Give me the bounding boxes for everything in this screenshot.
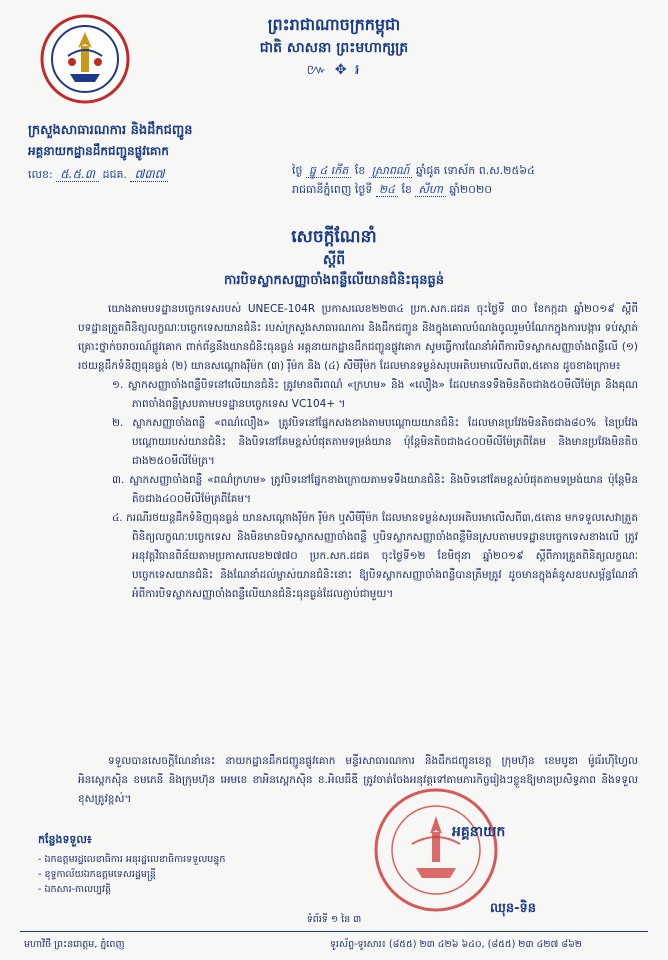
ref-number: ៥.៥.៣ — [56, 167, 99, 182]
lunar-prefix: ថ្ងៃ — [292, 164, 303, 177]
list-item: ៣. ស្លាកសញ្ញាចាំងពន្លឺ «ពណ៌ក្រហម» ត្រូវបិទនៅផ្នែកខាងក្រោយតាមទទឹងយានជំនិះ និងបិទនៅគែមខ្ពស់បំផុតតាមទម្រង់យាន ប៉ុន្តែមិនតិចជាង៤០០មីលីម៉ែត្រពីគែម។ — [112, 474, 638, 505]
list-item: - ឯកសារ-កាលប្បវត្តិ — [38, 884, 112, 895]
solar-day: ២៤ — [376, 183, 398, 197]
document-body — [78, 300, 638, 604]
page-number: ទំព័រទី ១ នៃ ៣ — [306, 914, 362, 925]
reference-number — [28, 166, 168, 184]
solar-year: ឆ្នាំ២០២០ — [449, 183, 493, 196]
signatory-title: អគ្គនាយក — [452, 824, 506, 840]
lunar-day: ធ្នូ ៤ កើត — [306, 164, 351, 178]
footer-address: មហាវិថី ព្រះនរោត្តម, ភ្នំពេញ — [24, 939, 125, 950]
footer-divider — [20, 931, 648, 932]
solar-month-label: ខែ — [401, 183, 412, 196]
closing-paragraph: ទទួលបានសេចក្តីណែនាំនេះ នាយកដ្ឋានដឹកជញ្ជូនផ្លូវគោក មន្ទីរសាធារណការ និងដឹកជញ្ជូនខេត្ត ក្រុមហ៊ុន ខេមបូឌា ម៉ូធ័រហ៊ីហ្វៃល អិនស្ពេកស៊ិន ខមភេនី និងក្រុមហ៊ុន អេមខេ ខាអិនស្ពេកស៊ិន ខ.អិលធីឌី ត្រូវចាត់ចែងអនុវត្តទៅតាមភារកិច្ចរៀងៗខ្លួនឱ្យមានប្រសិទ្ធភាព និងទទួលខុសត្រូវខ្ពស់។ — [78, 755, 638, 805]
list-item: ១. ស្លាកសញ្ញាចាំងពន្លឺបិទនៅលើយានជំនិះ ត្រូវមានពីរពណ៌ «ក្រហម» និង «លឿង» ដែលមានទទឹងមិនតិចជាង៥០មីលីម៉ែត្រ និងគុណភាពចាំងពន្លឺស្របតាមបទដ្ឋានបច្ចេកទេស VC104+ ។ — [112, 379, 638, 410]
footer-phone: ទូរស័ព្ទ-ទូរសារ៖ (៨៥៥) ២៣ ៤២៦ ៦៤០, (៨៥៥) ២៣ ៤២៧ ៨៦២ — [330, 939, 582, 950]
ref-code: ៧៣៧ — [130, 167, 168, 182]
list-item: - ខុទ្ទកាល័យឯកឧត្តមទេសរដ្ឋមន្ត្រី — [38, 869, 156, 880]
ref-label: លេខ: — [28, 168, 53, 181]
lunar-month-label: ខែ — [354, 164, 366, 177]
kingdom-heading: ព្រះរាជាណាចក្រកម្ពុជា — [267, 15, 401, 34]
department-name: អគ្គនាយកដ្ឋានដឹកជញ្ជូនផ្លូវគោក — [28, 144, 169, 158]
lunar-year: ឆ្នាំជូត ទោស័ក ព.ស.២៥៦៤ — [415, 164, 535, 177]
recipients-title: កន្លែងទទួល៖ — [38, 833, 92, 846]
document-re: ស្តីពី — [322, 252, 346, 268]
solar-date — [292, 183, 492, 199]
list-item: ៤. ករណីរថយន្តដឹកទំនិញធុនធ្ងន់ យានសណ្តោងរ៉ឺម៉ក រ៉ឺម៉ក ឬសីមីរ៉ឺម៉ក ដែលមានទម្ងន់សរុបអតិបរមាលើសពី៣,៥តោន មកទទួលសេវាត្រួតពិនិត្យលក្ខណៈបច្ចេកទេស និងមិនមានបិទស្លាកសញ្ញាចាំងពន្លឺ ឬបិទស្លាកសញ្ញាចាំងពន្លឺមិនស្របតាមបទដ្ឋានបច្ចេកទេសខាងលើ ត្រូវអនុវត្តវិធានពិន័យតាមប្រកាសលេខ២៧៧០ ប្រក.សក.ដជគ ចុះថ្ងៃទី១២ ខែមិថុនា ឆ្នាំ២០១៩ ស្តីពីការត្រួតពិនិត្យលក្ខណៈបច្ចេកទេសយានជំនិះ និងណែនាំដល់ម្ចាស់យានជំនិះនោះ ឱ្យបិទស្លាកសញ្ញាចាំងពន្លឺបានត្រឹមត្រូវ ដូចមានក្នុងគំនូសឧបសម្ព័ន្ធណែនាំអំពីការបិទស្លាកសញ្ញាចាំងពន្លឺលើយានជំនិះធុនធ្ងន់ដែលភ្ជាប់ជាមួយ។ — [112, 512, 638, 600]
recipients-list — [38, 852, 225, 897]
official-seal — [372, 786, 500, 914]
list-item: - ឯកឧត្តមរដ្ឋលេខាធិការ អនុរដ្ឋលេខាធិការទទួលបន្ទុក — [38, 854, 226, 865]
ref-mid: ដជគ. — [102, 168, 127, 181]
lunar-month: ស្រាពណ៍ — [369, 164, 413, 178]
intro-paragraph: យោងតាមបទដ្ឋានបច្ចេកទេសរបស់ UNECE-104R ប្រកាសលេខ២២៣៤ ប្រក.សក.ដជគ ចុះថ្ងៃទី ៣០ ខែកក្កដា ឆ្នាំ២០១៩ ស្តីពីបទដ្ឋានត្រួតពិនិត្យលក្ខណៈបច្ចេកទេសយានជំនិះ របស់ក្រសួងសាធារណការ និងដឹកជញ្ជូន និងក្នុងគោលបំណងចូលរួមបំណែកក្នុងការបង្ការ ទប់ស្កាត់គ្រោះថ្នាក់ចរាចរណ៍ផ្លូវគោក ពាក់ព័ន្ធនឹងយានជំនិះធុនធ្ងន់ អគ្គនាយកដ្ឋានដឹកជញ្ជូនផ្លូវគោក សូមធ្វើការណែនាំអំពីការបិទស្លាកសញ្ញាចាំងពន្លឺលើ (១) រថយន្តដឹកទំនិញធុនធ្ងន់ (២) យានសណ្តោងរ៉ឺម៉ក (៣) រ៉ឺម៉ក និង (៤) សីមីរ៉ឺម៉ក ដែលមានទម្ងន់សរុបអតិបរមាលើសពី៣,៥តោន ដូចខាងក្រោម៖ — [78, 303, 638, 372]
document-subject: ការបិទស្លាកសញ្ញាចាំងពន្លឺលើយានជំនិះធុនធ្ងន់ — [223, 273, 444, 288]
list-item: ២. ស្លាកសញ្ញាចាំងពន្លឺ «ពណ៌លឿង» ត្រូវបិទនៅផ្នែកសងខាងតាមបណ្តោយយានជំនិះ ដែលមានប្រវែងមិនតិចជាង៨០% នៃប្រវែងបណ្តោយរបស់យានជំនិះ និងបិទនៅគែមខ្ពស់បំផុតតាមទម្រង់យាន ប៉ុន្តែមិនតិចជាង៤០០មីលីម៉ែត្រពីគែម និងមានប្រវែងមិនតិចជាង២៥០មីលីម៉ែត្រ។ — [112, 417, 638, 467]
lunar-date — [292, 164, 535, 180]
solar-month: សីហា — [415, 183, 445, 197]
ministry-name: ក្រសួងសាធារណការ និងដឹកជញ្ជូន — [28, 123, 193, 138]
header-ornament: ៚ ✥ ៛ — [306, 62, 362, 78]
national-motto: ជាតិ សាសនា ព្រះមហាក្សត្រ — [259, 40, 409, 56]
document-title: សេចក្តីណែនាំ — [291, 227, 377, 247]
solar-prefix: រាជធានីភ្នំពេញ ថ្ងៃទី — [292, 183, 373, 196]
signatory-name: ឈុន-ទិន — [490, 901, 537, 916]
